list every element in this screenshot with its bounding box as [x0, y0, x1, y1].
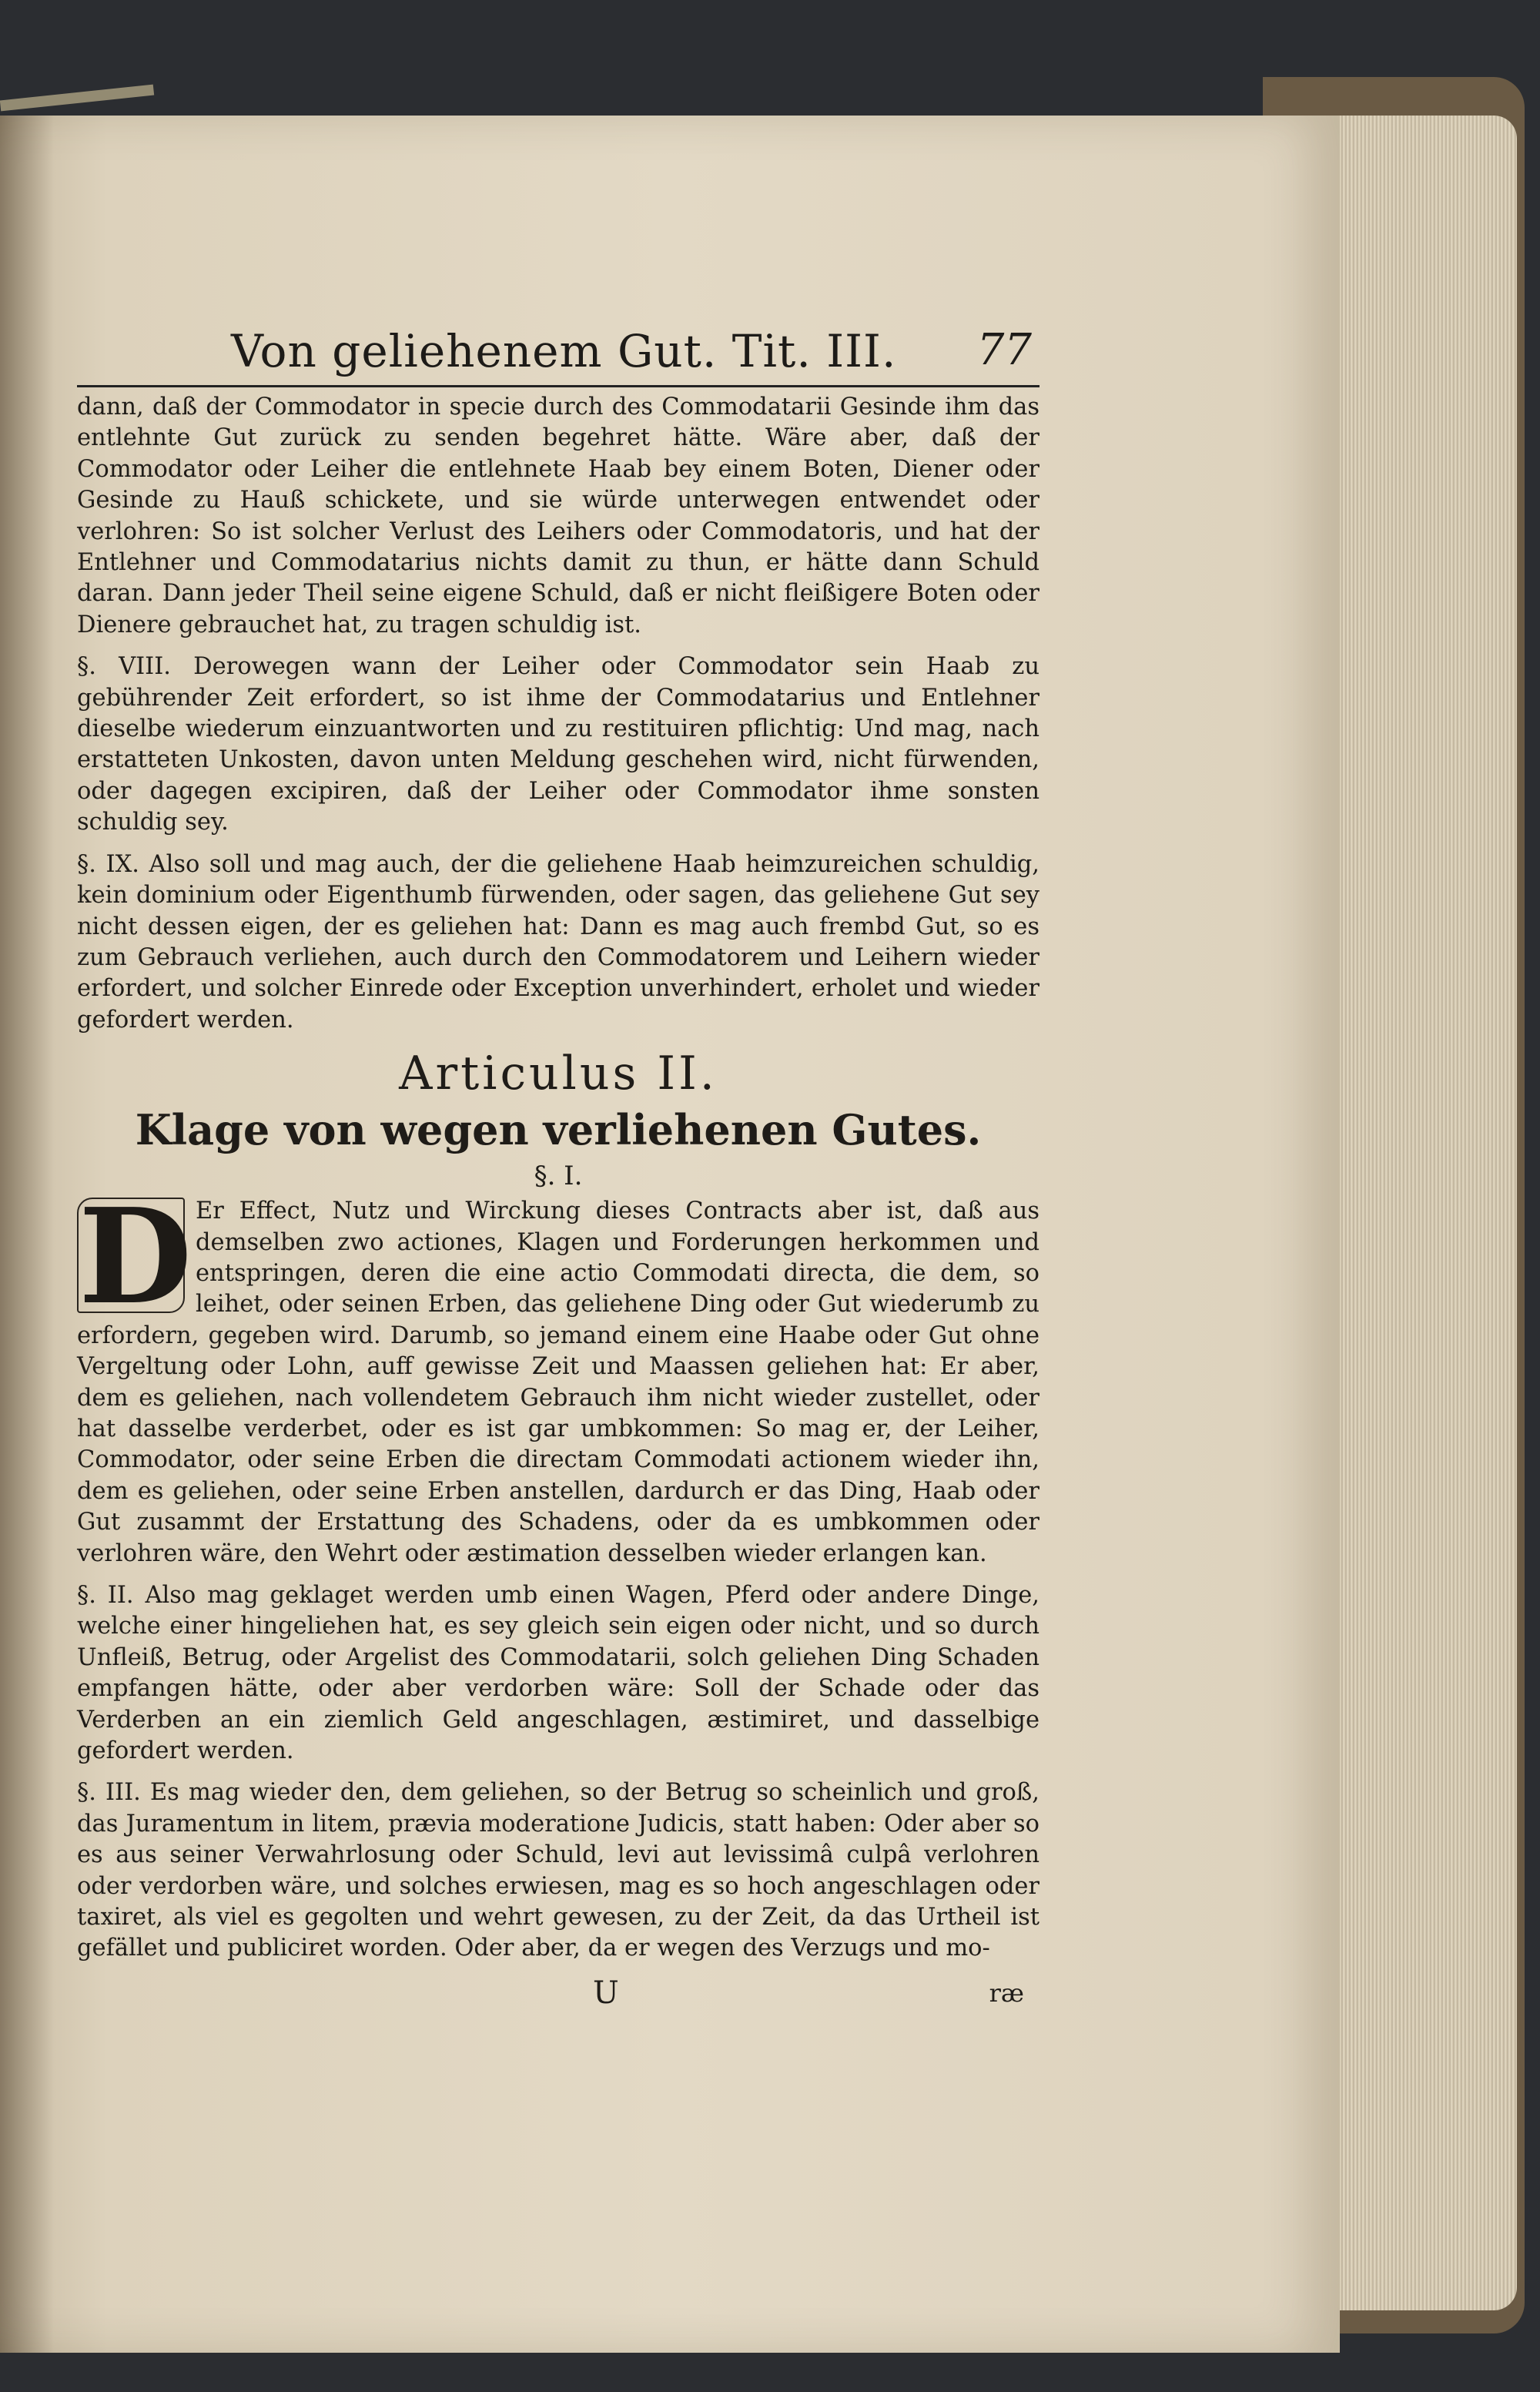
- paragraph: dann, daß der Commodator in specie durch des Commodatarii Gesinde ihm das entlehnte Gut zurück zu senden begehret hätte. Wäre aber, daß der Commodator oder Leiher die entlehnete Haab bey einem Boten, Diener oder Gesinde zu Hauß schickete, und sie würde unterwegen entwendet oder verlohren: So ist solcher Verlust des Leihers oder Commodatoris, und hat der Entlehner und Commodatarius nichts damit zu thun, er hätte dann Schuld daran. Dann jeder Theil seine eigene Schuld, daß er nicht fleißigere Boten oder Dienere gebrauchet hat, zu tragen schuldig ist.: [77, 394, 1040, 638]
- spine-shadow: [0, 116, 54, 2353]
- paragraph-section-3: §. III. Es mag wieder den, dem geliehen, so der Betrug so scheinlich und groß, das Juramentum in litem, prævia moderatione Judicis, statt haben: Oder aber so es aus seiner Verwahrlosung oder Schuld, levi aut levissimâ culpâ verlohren oder verdorben wäre, und solches erwiesen, mag es so hoch angeschlagen oder taxiret, als viel es gegolten und wehrt gewesen, zu der Zeit, da das Urtheil ist gefället und publiciret worden. Oder aber, da er wegen des Verzugs und mo-: [77, 1779, 1040, 1962]
- section-mark: §. I.: [534, 1161, 583, 1192]
- text-block: [77, 308, 1040, 2014]
- paragraph-section-2: §. II. Also mag geklaget werden umb einen Wagen, Pferd oder andere Dinge, welche einer hingeliehen hat, es sey gleich sein eigen oder nicht, und so durch Unfleiß, Betrug, oder Argelist des Commodatarii, solch geliehen Ding Schaden empfangen hätte, oder aber verdorben wäre: Soll der Schade oder das Verderben an ein ziemlich Geld angeschlagen, æstimiret, und dasselbige gefordert werden.: [77, 1582, 1040, 1765]
- body-text: [77, 387, 1040, 2014]
- initial-paragraph-block: [77, 1180, 1040, 1570]
- page-header: [77, 308, 1040, 387]
- book-page: [0, 116, 1340, 2353]
- page-footer: [77, 1975, 1040, 2014]
- paragraph-section-9: §. IX. Also soll und mag auch, der die geliehene Haab heimzureichen schuldig, kein dominium oder Eigenthumb fürwenden, oder sagen, das geliehene Gut sey nicht dessen eigen, der es geliehen hat: Dann es mag auch frembd Gut, so es zum Gebrauch verliehen, auch durch den Commodatorem und Leihern wieder erfordert, und solcher Einrede oder Exception unverhindert, erholet und wieder gefordert werden.: [77, 850, 1040, 1034]
- article-heading: Articulus II.: [399, 1047, 718, 1101]
- paragraph-section-1: Er Effect, Nutz und Wirckung dieses Contracts aber ist, daß aus demselben zwo actiones, Klagen und Forderungen herkommen und entspringen, deren die eine actio Commodati directa, die dem, so leihet, oder seinen Erben, das geliehene Ding oder Gut wiederumb zu erfordern, gegeben wird. Darumb, so jemand einem eine Haabe oder Gut ohne Vergeltung oder Lohn, auff gewisse Zeit und Maassen geliehen hat: Er aber, dem es geliehen, nach vollendetem Gebrauch ihm nicht wieder zustellet, oder hat dasselbe verderbet, oder es ist gar umbkommen: So mag er, der Leiher, Commodator, oder seine Erben die directam Commodati actionem wieder ihn, dem es geliehen, oder seine Erben anstellen, dardurch er das Ding, Haab oder Gut zusammt der Erstattung des Schadens, oder da es umbkommen oder verlohren wäre, den Wehrt oder æstimation desselben wieder erlangen kan.: [77, 1198, 1040, 1567]
- page-number: 77: [976, 325, 1032, 375]
- running-title: Von geliehenem Gut. Tit. III.: [231, 325, 897, 377]
- signature-mark: U: [593, 1975, 619, 2011]
- article-title: Klage von wegen verliehenen Gutes.: [135, 1105, 982, 1155]
- catchword: ræ: [989, 1978, 1024, 2008]
- decorated-initial-letter: D: [79, 1180, 192, 1335]
- paragraph-section-8: §. VIII. Derowegen wann der Leiher oder Commodator sein Haab zu gebührender Zeit erfordert, so ist ihme der Commodatarius und Entlehner dieselbe wiederum einzuantworten und zu restituiren pflichtig: Und mag, nach erstatteten Unkosten, davon unten Meldung geschehen wird, nicht fürwenden, oder dagegen excipiren, daß der Leiher oder Commodator ihme sonsten schuldig sey.: [77, 653, 1040, 836]
